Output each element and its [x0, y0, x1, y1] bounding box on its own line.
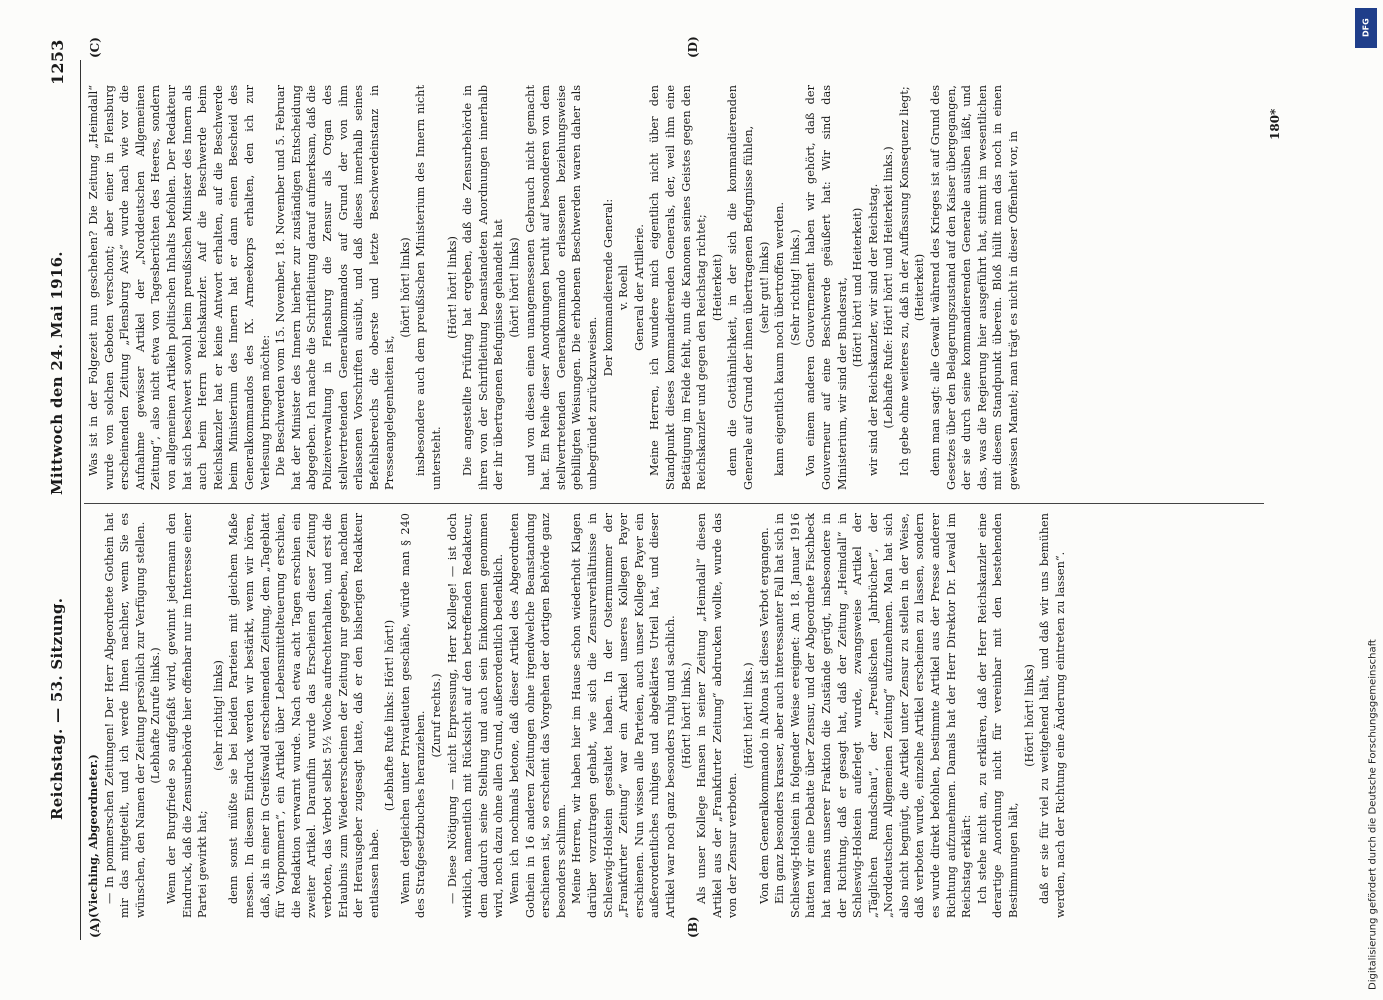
- left-paragraph: Als unser Kollege Hansen in seiner Zeitung „Heimdall“ diesen Artikel aus der „Frankfurter Zeitung“ abdrucken wollte, wurde das von der Zensur verboten.: [695, 513, 740, 918]
- right-paragraph: Von einem anderen Gouvernement haben wir gehört, daß der Gouverneur auf eine Beschwerde geäußert hat: Wir sind das Ministerium, wir sind der Bundesrat,: [804, 85, 849, 490]
- header-date: Mittwoch den 24. Mai 1916.: [48, 251, 66, 495]
- margin-marker-a: (A): [88, 917, 102, 938]
- left-paragraph: Wenn dergleichen unter Privatleuten geschähe, würde man § 240 des Strafgesetzbuches heranziehen.: [398, 513, 428, 918]
- right-interjection: Der kommandierende General:: [601, 198, 615, 377]
- left-paragraph: Meine Herren, wir haben hier im Hause schon wiederholt Klagen darüber vorzutragen gehabt, wie sich die Zensurverhältnisse in Schleswig-Holstein gestaltet haben. In der Ostermummer der „Frankfurter Zeitung“ war ein Artikel unseres Kollegen Payer erschienen. Nun wissen alle Parteien, auch unser Kollege Payer ein außerordentliches ruhiges und abgeklärtes Urteil hat, und dieser Artikel war noch ganz besonders ruhig und sachlich.: [570, 513, 677, 918]
- left-interjection: (Lebhafte Zurufe links.): [149, 647, 163, 784]
- right-interjection: (hört! hört! links): [398, 237, 412, 338]
- dfg-logo: DFG: [1355, 8, 1377, 48]
- right-paragraph: denn man sagt: alle Gewalt während des Krieges ist auf Grund des Gesetzes über den Belagerungszustand auf den Kaiser übergegangen, der sie durch seine kommandierenden Generale ausüben läßt, und das, was die Regierung hier ausgeführt hat, stimmt im wesentlichen mit diesem Standpunkt überein. Bloß hüllt man das noch in einen gewissen Mantel; man trägt es nicht in dieser Offenheit vor, in: [929, 85, 1021, 490]
- left-column: [86, 513, 1256, 918]
- margin-marker-b: (B): [686, 916, 700, 938]
- left-paragraph: Ein ganz besonders krasser, aber auch interessanter Fall hat sich in Schleswig-Holstein in folgender Weise ereignet: Am 18. Januar 1916 hatten wir eine Debatte über Zensur, und der Abgeordnete Fischbeck hat namens unserer Fraktion die Zustände gerügt, insbesondere in der Richtung, daß er gesagt hat, daß der Zeitung „Heimdall“ in Schleswig-Holstein auferlegt wurde, zwangsweise Artikel der „Täglichen Rundschau“, der „Preußischen Jahrbücher“, der „Norddeutschen Allgemeinen Zeitung“ aufzunehmen. Man hat sich also nicht begnügt, die Artikel unter Zensur zu stellen in der Weise, daß verboten wurde, einzelne Artikel erscheinen zu lassen, sondern es wurde direkt befohlen, bestimmte Artikel aus der Presse anderer Richtung aufzunehmen. Damals hat der Herr Direktor Dr. Lewald im Reichstag erklärt:: [773, 513, 974, 918]
- right-interjection: (Heiterkeit): [913, 253, 927, 322]
- left-paragraph: Ich stehe nicht an, zu erklären, daß der Herr Reichskanzler eine derartige Anordnung nicht für vereinbar mit den bestehenden Bestimmungen hält,: [975, 513, 1021, 918]
- right-interjection: (Sehr richtig! links.): [788, 229, 802, 346]
- left-interjection: (Lebhafte Rufe links: Hört! hört!): [383, 619, 397, 812]
- right-paragraph: und von diesen einen unangemessenen Gebrauch nicht gemacht hat. Ein Reihe dieser Anordnungen beruht auf besonderen von dem stellvertretenden Generalkommando erlassenen beziehungsweise gebilligten Weisungen. Die erhobenen Beschwerden waren daher als unbegründet zurückzuweisen.: [523, 85, 599, 490]
- right-paragraph: Was ist in der Folgezeit nun geschehen? Die Zeitung „Heimdall“ wurde von solchen Geboten verschont; aber einer in Flensburg erscheinenden Zeitung „Flensburg Avis“ wurde nach wie vor die Aufnahme gewisser Artikel der „Norddeutschen Allgemeinen Zeitung“, also nicht etwa von Tagesberichten des Heeres, sondern von allgemeinen Artikeln politischen Inhalts befohlen. Der Redakteur hat sich beschwert sowohl beim preußischen Minister des Innern als auch beim Herrn Reichskanzler. Auf die Beschwerde beim Reichskanzler hat er keine Antwort erhalten, auf die Beschwerde beim Ministerium des Innern hat er dann einen Bescheid des Generalkommandos des IX. Armeekorps erhalten, den ich zur Verlesung bringen möchte:: [87, 85, 272, 490]
- right-paragraphs: [86, 85, 1022, 490]
- header-rule: [80, 60, 81, 940]
- left-paragraph: — Diese Nötigung — nicht Erpressung, Herr Kollege! — ist doch wirklich, namentlich mit Rücksicht auf den betreffenden Redakteur, dem dadurch seine Stellung und auch sein Einkommen genommen wird, noch dazu ohne allen Grund, außerordentlich bedenklich.: [445, 513, 506, 918]
- right-paragraph: Die angestellte Prüfung hat ergeben, daß die Zensurbehörde in ihren von der Schriftleitung beanstandeten Anordnungen innerhalb der ihr übertragenen Befugnisse gehandelt hat: [461, 85, 506, 490]
- right-column: [86, 85, 1256, 490]
- left-interjection: (sehr richtig! links): [211, 660, 225, 771]
- right-paragraph: insbesondere auch dem preußischen Ministerium des Innern nicht untersteht.: [414, 85, 444, 490]
- right-paragraph: denn die Gottähnlichkeit, in der sich die kommandierenden Generale auf Grund der ihnen übertragenen Befugnisse fühlen,: [726, 85, 755, 490]
- left-interjection: (Hört! hört! links.): [679, 662, 693, 769]
- right-paragraph: Meine Herren, ich wundere mich eigentlich nicht über den Standpunkt dieses kommandierenden Generals, der, weil ihm eine Betätigung im Felde fehlt, nun die Kanonen seines Geistes gegen den Reichskanzler und gegen den Reichstag richtet;: [648, 85, 709, 490]
- right-paragraph: Ich gebe ohne weiteres zu, daß in der Auffassung Konsequenz liegt;: [897, 86, 911, 476]
- speaker-line: (Vieching, Abgeordneter.): [86, 754, 100, 918]
- margin-marker-c: (C): [88, 37, 102, 58]
- left-interjection: (Zuruf rechts.): [430, 673, 444, 758]
- right-interjection: (Hört! hört! links): [445, 236, 459, 339]
- right-interjection: (Heiterkeit): [710, 253, 724, 322]
- right-paragraph: kann eigentlich kaum noch übertroffen werden.: [773, 201, 787, 476]
- right-interjection: (hört! hört! links): [508, 237, 522, 338]
- page-number: 1253: [48, 39, 67, 85]
- header-session: Reichstag. — 53. Sitzung.: [48, 597, 66, 820]
- margin-marker-d: (D): [686, 36, 700, 58]
- signature-mark: 180*: [1268, 108, 1282, 140]
- left-paragraph: denn sonst müßte sie bei beiden Parteien mit gleichem Maße messen. In diesem Eindruck werden wir bestärkt, wenn wir hören, daß, als in einer in Greifswald erscheinenden Zeitung, dem „Tageblatt für Vorpommern“, ein Artikel über Lebensmittelteuerung erschien, die Redaktion verwarnt wurde. Nach etwa acht Tagen erschien ein zweiter Artikel. Daraufhin wurde das Erscheinen dieser Zeitung verboten, das Verbot selbst 5½ Woche aufrechterhalten, und erst die Erlaubnis zum Wiedererscheinen der Zeitung nur gegeben, nachdem der Herausgeber zugesagt hatte, daß er den bisherigen Redakteur entlassen habe.: [227, 513, 381, 918]
- funding-note: Digitalisierung gefördert durch die Deutsche Forschungsgemeinschaft: [1367, 639, 1379, 990]
- left-paragraph: Wenn der Burgfriede so aufgefaßt wird, gewinnt jedermann den Eindruck, daß die Zensurbehörde hier offenbar nur im Interesse einer Partei gewirkt hat;: [164, 513, 210, 918]
- left-paragraph: — In pommerschen Zeitungen! Der Herr Abgeordnete Gothein hat mir das mitgeteilt, und ich werde Ihnen nachher, wenn Sie es wünschen, den Namen der Zeitung persönlich zur Verfügung stellen.: [102, 513, 147, 918]
- left-paragraph: Von dem Generalkommando in Altona ist dieses Verbot ergangen.: [757, 527, 771, 904]
- left-interjection: (Hört! hört! links): [1022, 664, 1036, 767]
- left-paragraphs: [102, 513, 1069, 918]
- right-interjection: v. Roehl: [617, 264, 631, 311]
- right-interjection: (sehr gut! links): [757, 241, 771, 334]
- left-paragraph: daß er sie für viel zu weitgehend hält, und daß wir uns bemühen werden, nach der Richtung eine Änderung eintreten zu lassen“.: [1038, 513, 1067, 918]
- left-paragraph: Wenn ich nochmals betone, daß dieser Artikel des Abgeordneten Gothein in 16 anderen Zeitungen ohne irgendwelche Beanstandung erschienen ist, so erscheint das Vorgehen der dortigen Behörde ganz besonders schlimm.: [508, 513, 568, 918]
- right-paragraph: Die Beschwerden vom 15. November, 18. November und 5. Februar hat der Minister des Innern hierher zur zuständigen Entscheidung abgegeben. Ich mache die Schriftleitung darauf aufmerksam, daß die Polizeiverwaltung in Flensburg die Zensur als Organ des stellvertretenden Generalkommandos auf Grund der von ihm erlassenen Vorschriften ausübt, und daß dieses innerhalb seines Befehlsbereichs die oberste und letzte Beschwerdeinstanz in Presseangelegenheiten ist,: [274, 85, 397, 490]
- right-interjection: (Lebhafte Rufe: Hört! hört! und Heiterkeit links.): [882, 146, 896, 429]
- right-paragraph: wir sind der Reichskanzler, wir sind der Reichstag.: [866, 183, 880, 476]
- left-interjection: (Hört! hört! links.): [741, 662, 755, 769]
- right-interjection: General der Artillerie.: [632, 224, 646, 351]
- right-interjection: (Hört! hört! und Heiterkeit): [851, 207, 865, 368]
- column-divider: [84, 503, 1264, 504]
